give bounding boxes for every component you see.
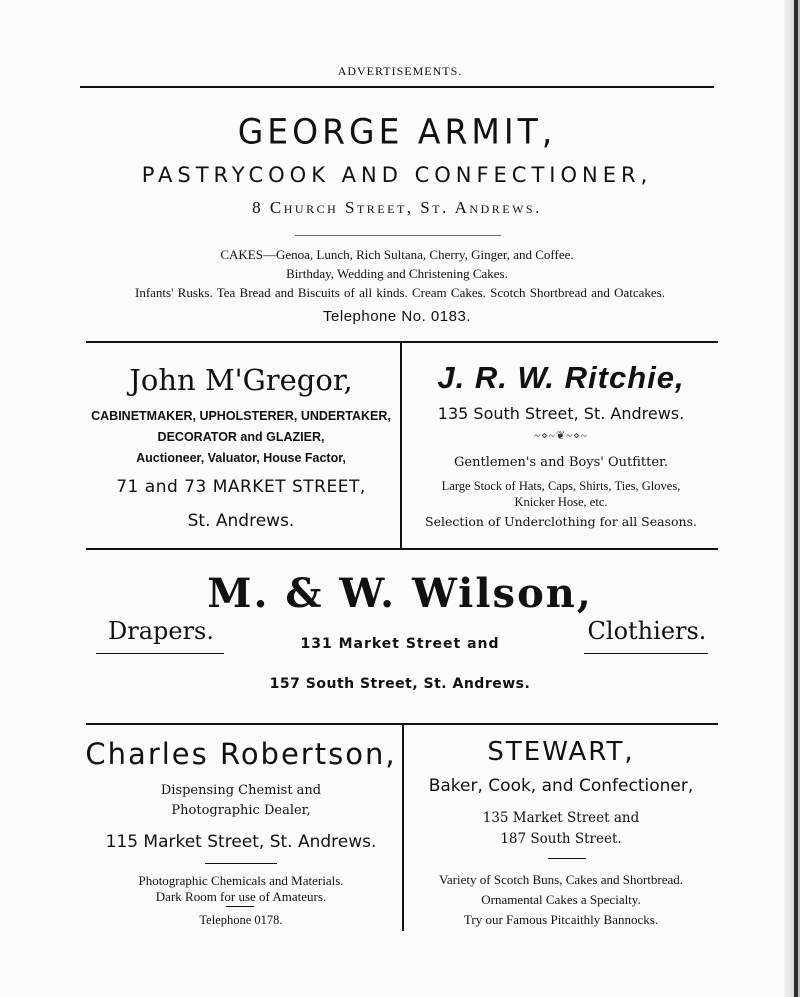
mcgregor-name: John M'Gregor, [129, 363, 353, 397]
stewart-variety-3: Try our Famous Pitcaithly Bannocks. [463, 912, 659, 927]
robertson-photo-2: Dark Room for use of Amateurs. [155, 889, 327, 904]
armit-name: GEORGE ARMIT, [237, 111, 557, 152]
robertson-divider [205, 863, 277, 864]
section-rule-1 [86, 341, 718, 343]
wilson-drapers-underline [96, 653, 224, 654]
armit-trade: PASTRYCOOK AND CONFECTIONER, [141, 163, 653, 187]
armit-occasion-line: Birthday, Wedding and Christening Cakes. [286, 266, 508, 281]
robertson-name: Charles Robertson, [85, 737, 397, 771]
mcgregor-address: 71 and 73 MARKET STREET, [116, 477, 366, 497]
armit-telephone: Telephone No. 0183. [323, 308, 471, 325]
ritchie-underclothing: Selection of Underclothing for all Seasons. [425, 514, 697, 529]
stewart-variety-2: Ornamental Cakes a Specialty. [481, 892, 641, 907]
stewart-variety-1: Variety of Scotch Buns, Cakes and Shortbread. [438, 872, 684, 887]
ritchie-name: J. R. W. Ritchie, [437, 360, 685, 395]
ritchie-trade: Gentlemen's and Boys' Outfitter. [454, 455, 668, 470]
mcgregor-town: St. Andrews. [187, 511, 295, 531]
armit-address: 8 Church Street, St. Andrews. [252, 198, 542, 217]
ritchie-stock-1: Large Stock of Hats, Caps, Shirts, Ties, Gloves, [441, 479, 681, 493]
robertson-address: 115 Market Street, St. Andrews. [105, 832, 377, 852]
robertson-photo [82, 873, 400, 905]
robertson-trade-2: Photographic Dealer, [171, 803, 311, 818]
armit-cakes-line: CAKES—Genoa, Lunch, Rich Sultana, Cherry, Ginger, and Coffee. [220, 247, 574, 262]
robertson-telephone: Telephone 0178. [199, 913, 283, 927]
wilson-address-2: 157 South Street, St. Andrews. [269, 676, 531, 692]
ritchie-ornament: ~⋄~❦~⋄~ [534, 430, 588, 442]
stewart-divider [548, 858, 586, 859]
robertson-trade [82, 781, 400, 821]
wilson-name: M. & W. Wilson, [207, 570, 593, 617]
stewart-trade: Baker, Cook, and Confectioner, [428, 776, 694, 796]
stewart-address-1: 135 Market Street and [482, 810, 640, 826]
stewart-address-2: 187 South Street. [500, 831, 622, 847]
stewart-name: STEWART, [487, 737, 635, 767]
wilson-address-1: 131 Market Street and [300, 636, 500, 652]
mcgregor-trade-3: Auctioneer, Valuator, House Factor, [136, 451, 346, 465]
robertson-photo-1: Photographic Chemicals and Materials. [138, 873, 344, 888]
section-rule-2 [86, 548, 718, 550]
ritchie-address: 135 South Street, St. Andrews. [437, 404, 685, 423]
ritchie-stock-2: Knicker Hose, etc. [514, 495, 608, 509]
wilson-drapers: Drapers. [107, 617, 214, 645]
wilson-clothiers-underline [584, 653, 708, 654]
armit-goods-line: Infants' Rusks. Tea Bread and Biscuits of all kinds. Cream Cakes. Scotch Shortbread and Oatcakes. [134, 285, 666, 300]
page-header: ADVERTISEMENTS. [337, 64, 463, 78]
stewart-address [402, 808, 720, 850]
robertson-trade-1: Dispensing Chemist and [160, 783, 322, 798]
mcgregor-trade-1: CABINETMAKER, UPHOLSTERER, UNDERTAKER, [91, 409, 391, 423]
ritchie-stock [402, 478, 720, 510]
armit-divider [295, 235, 501, 236]
mcgregor-trade-2: DECORATOR and GLAZIER, [157, 430, 325, 444]
wilson-clothiers: Clothiers. [587, 617, 707, 645]
mcgregor-trades [82, 406, 400, 469]
robertson-divider-small [226, 906, 254, 907]
stewart-varieties [402, 870, 720, 930]
header-rule [80, 86, 714, 88]
page-edge-line [794, 0, 798, 997]
